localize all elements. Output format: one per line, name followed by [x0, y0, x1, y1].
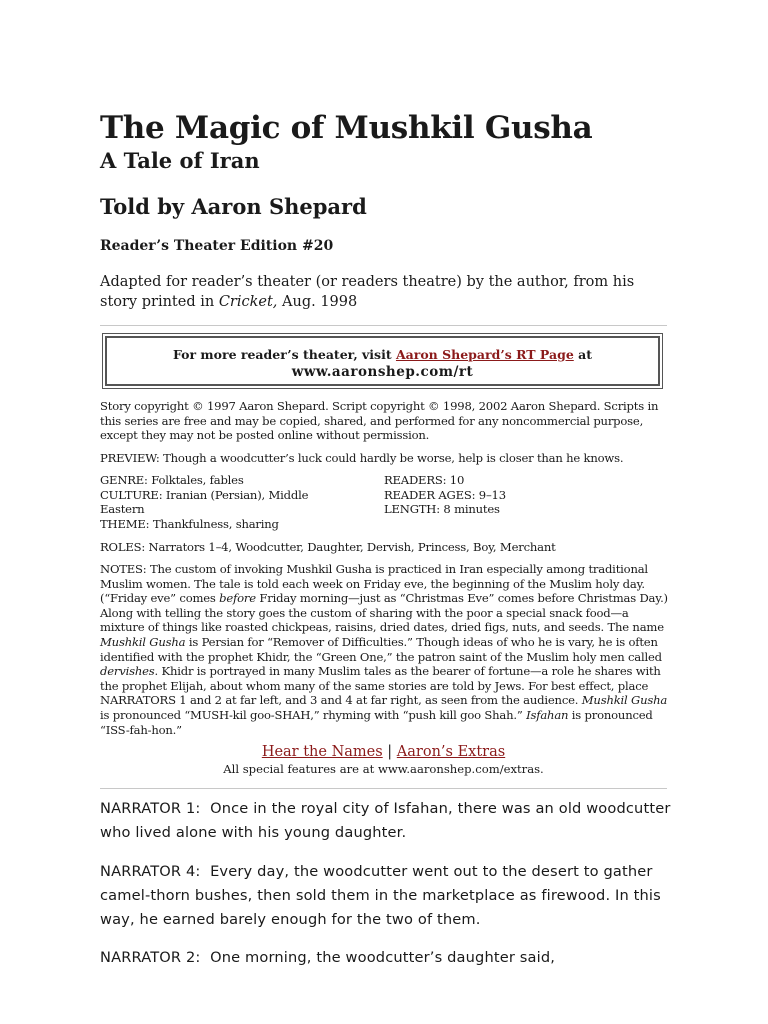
promo-box: [102, 333, 663, 389]
speaker-label: NARRATOR 2:: [100, 949, 201, 966]
theme-field: THEME: Thankfulness, sharing: [100, 516, 279, 531]
metadata-right-column: [384, 473, 664, 517]
notes-paragraph: [100, 562, 670, 737]
rt-page-link[interactable]: Aaron Shepard’s RT Page: [395, 347, 574, 362]
notes-emphasis: Mushkil Gusha: [100, 634, 186, 649]
notes-text: is pronounced “MUSH-kil goo-SHAH,” rhyming with “push kill goo Shah.”: [100, 707, 527, 722]
readers-field: READERS: 10: [384, 473, 465, 487]
genre-field: GENRE: Folktales, fables: [100, 473, 244, 487]
notes-text: is Persian for “Remover of Difficulties.” Though ideas of who he is vary, he is often identified with the prophet Khidr, the “Green One,” the patron saint of the Muslim holy men called: [100, 634, 662, 664]
speaker-label: NARRATOR 4:: [100, 863, 201, 880]
script-line: [100, 860, 680, 932]
divider-top: [100, 325, 667, 326]
script-line: [100, 797, 680, 845]
notes-emphasis: Isfahan: [526, 707, 569, 722]
extras-note: All special features are at www.aaronshep.com/extras.: [223, 762, 544, 776]
divider-bottom: [100, 788, 667, 789]
hear-names-link[interactable]: Hear the Names: [261, 744, 383, 760]
promo-inner-box: [105, 336, 660, 386]
adaptation-text: Adapted for reader’s theater (or readers theatre) by the author, from his story printed in: [100, 274, 635, 310]
edition-label: Reader’s Theater Edition #20: [100, 238, 334, 254]
aarons-extras-link[interactable]: Aaron’s Extras: [396, 744, 506, 760]
document-subtitle: A Tale of Iran: [100, 148, 260, 173]
promo-line: [107, 347, 658, 362]
promo-suffix: at: [573, 347, 593, 362]
extras-links: [100, 743, 667, 762]
reader-ages-field: READER AGES: 9–13: [384, 487, 506, 502]
notes-emphasis: Mushkil Gusha: [581, 693, 668, 708]
notes-text: Friday morning—just as “Christmas Eve” comes before Christmas Day.) Along with telling the story goes the custom of sharing with the poor a special snack food—a mixture of things like roasted chickpeas, raisins, dried dates, dried figs, nuts, and seeds. The name: [100, 591, 668, 635]
culture-field: CULTURE: Iranian (Persian), Middle Eastern: [100, 487, 309, 517]
copyright-notice: Story copyright © 1997 Aaron Shepard. Script copyright © 1998, 2002 Aaron Shepard. Scripts in this series are free and may be copied, shared, and performed for any noncommercial purpose, except they may not be posted online without permission.: [100, 399, 659, 443]
metadata-left-column: [100, 473, 370, 531]
adaptation-note: [100, 272, 670, 312]
document-title: The Magic of Mushkil Gusha: [100, 110, 593, 146]
speech-text: Every day, the woodcutter went out to the desert to gather camel-thorn bushes, then sold them in the marketplace as firewood. In this way, he earned barely enough for the two of them.: [100, 863, 661, 928]
notes-emphasis: dervishes: [100, 664, 155, 679]
adaptation-source: Cricket,: [218, 294, 278, 310]
link-separator: |: [382, 744, 397, 760]
adaptation-date: Aug. 1998: [277, 294, 358, 310]
promo-url: www.aaronshep.com/rt: [291, 364, 474, 380]
notes-text: NOTES: The custom of invoking Mushkil Gusha is practiced in Iran especially among traditional Muslim women. The tale is told each week on Friday eve, the beginning of the Muslim holy day. (“Friday eve” comes: [100, 562, 648, 606]
speech-text: One morning, the woodcutter’s daughter said,: [210, 949, 556, 966]
promo-prefix: For more reader’s theater, visit: [172, 347, 396, 362]
roles-field: ROLES: Narrators 1–4, Woodcutter, Daughter, Dervish, Princess, Boy, Merchant: [100, 540, 556, 554]
speaker-label: NARRATOR 1:: [100, 800, 201, 817]
preview-text: PREVIEW: Though a woodcutter’s luck could hardly be worse, help is closer than he knows.: [100, 451, 624, 465]
notes-text: . Khidr is portrayed in many Muslim tales as the bearer of fortune—a role he shares with the prophet Elijah, about whom many of the same stories are told by Jews. For best effect, place NARRATORS 1 and 2 at far left, and 3 and 4 at far right, as seen from the audience.: [100, 664, 661, 708]
author-byline: Told by Aaron Shepard: [100, 194, 367, 219]
notes-text: is pronounced “ISS-fah-hon.”: [100, 707, 653, 737]
extras-section: [100, 743, 667, 776]
length-field: LENGTH: 8 minutes: [384, 502, 500, 517]
speech-text: Once in the royal city of Isfahan, there was an old woodcutter who lived alone with his young daughter.: [100, 800, 671, 841]
script-line: [100, 946, 680, 970]
notes-emphasis: before: [219, 591, 256, 606]
